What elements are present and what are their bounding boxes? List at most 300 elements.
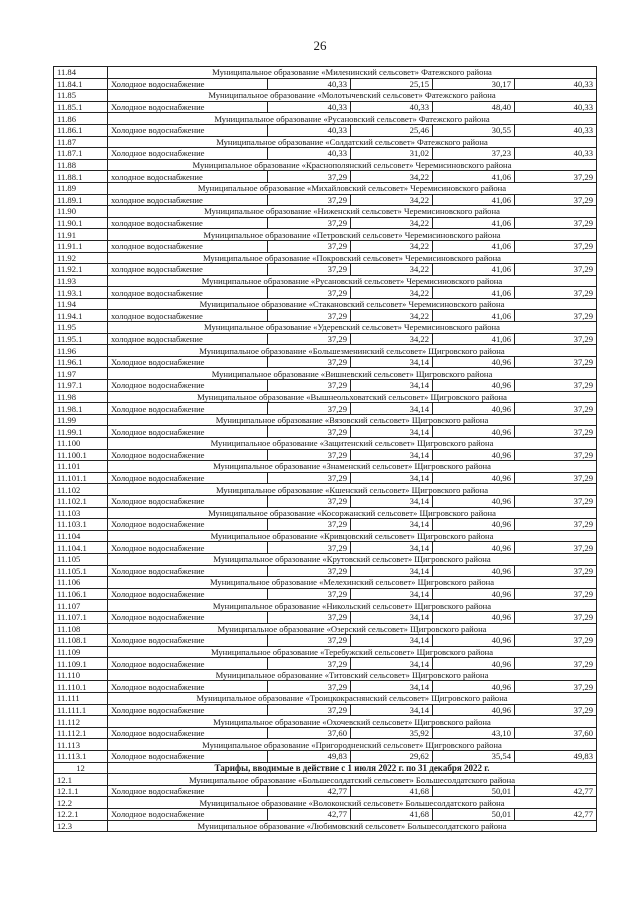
municipality-title: Муниципальное образование «Титовский сельсовет» Щигровского района (108, 669, 597, 681)
row-code: 11.97.1 (54, 380, 108, 392)
tariff-data-row (54, 333, 597, 345)
tariff-value-2: 34,22 (351, 217, 433, 229)
row-code: 11.99 (54, 414, 108, 426)
tariff-value-2: 41,68 (351, 809, 433, 821)
service-label: Холодное водоснабжение (108, 681, 268, 693)
service-label: Холодное водоснабжение (108, 809, 268, 821)
tariff-value-4: 37,29 (515, 240, 597, 252)
tariff-data-row (54, 240, 597, 252)
tariff-value-4: 37,29 (515, 635, 597, 647)
service-label: Холодное водоснабжение (108, 495, 268, 507)
tariff-value-4: 37,29 (515, 264, 597, 276)
tariff-value-4: 42,77 (515, 785, 597, 797)
row-code: 11.87.1 (54, 148, 108, 160)
tariff-value-1: 37,29 (268, 635, 351, 647)
municipality-title: Муниципальное образование «Стакановский сельсовет» Черемисиновского района (108, 298, 597, 310)
municipality-title-row (54, 553, 597, 565)
tariff-value-4: 37,60 (515, 727, 597, 739)
municipality-title-row (54, 438, 597, 450)
tariff-value-1: 37,29 (268, 681, 351, 693)
tariff-data-row (54, 542, 597, 554)
tariff-value-3: 40,96 (433, 704, 515, 716)
tariff-value-3: 41,06 (433, 171, 515, 183)
tariff-value-4: 37,29 (515, 542, 597, 554)
municipality-title: Муниципальное образование «Миленинский сельсовет» Фатежского района (108, 67, 597, 79)
page-number: 26 (313, 38, 327, 53)
tariff-value-1: 42,77 (268, 809, 351, 821)
row-code: 11.92 (54, 252, 108, 264)
row-code: 11.112.1 (54, 727, 108, 739)
tariff-value-3: 37,23 (433, 148, 515, 160)
service-label: Холодное водоснабжение (108, 78, 268, 90)
municipality-title-row (54, 530, 597, 542)
service-label: Холодное водоснабжение (108, 380, 268, 392)
tariff-value-4: 37,29 (515, 380, 597, 392)
service-label: Холодное водоснабжение (108, 124, 268, 136)
service-label: холодное водоснабжение (108, 171, 268, 183)
row-code: 12.2 (54, 797, 108, 809)
tariff-data-row (54, 588, 597, 600)
tariff-value-1: 37,29 (268, 472, 351, 484)
tariff-value-4: 37,29 (515, 194, 597, 206)
municipality-title: Муниципальное образование «Покровский сельсовет» Черемисиновского района (108, 252, 597, 264)
row-code: 11.109 (54, 646, 108, 658)
tariff-value-2: 31,02 (351, 148, 433, 160)
tariff-value-4: 37,29 (515, 611, 597, 623)
row-code: 11.86 (54, 113, 108, 125)
tariff-value-1: 37,29 (268, 542, 351, 554)
tariff-value-1: 37,29 (268, 240, 351, 252)
tariff-value-4: 37,29 (515, 704, 597, 716)
municipality-title: Муниципальное образование «Вишневский сельсовет» Щигровского района (108, 368, 597, 380)
tariff-value-4: 37,29 (515, 403, 597, 415)
service-label: холодное водоснабжение (108, 333, 268, 345)
municipality-title-row (54, 623, 597, 635)
row-code: 11.102.1 (54, 495, 108, 507)
municipality-title-row (54, 90, 597, 102)
tariff-value-2: 34,14 (351, 356, 433, 368)
row-code: 12.1.1 (54, 785, 108, 797)
tariff-data-row (54, 611, 597, 623)
tariff-value-3: 40,96 (433, 519, 515, 531)
row-code: 11.87 (54, 136, 108, 148)
tariff-value-1: 37,60 (268, 727, 351, 739)
municipality-title: Муниципальное образование «Петровский сельсовет» Черемисиновского района (108, 229, 597, 241)
row-code: 11.111 (54, 693, 108, 705)
tariff-data-row (54, 101, 597, 113)
row-code: 11.91.1 (54, 240, 108, 252)
municipality-title-row (54, 159, 597, 171)
tariff-value-2: 41,68 (351, 785, 433, 797)
tariff-data-row (54, 403, 597, 415)
tariff-value-1: 37,29 (268, 519, 351, 531)
tariff-value-1: 37,29 (268, 588, 351, 600)
municipality-title: Муниципальное образование «Удеревский сельсовет» Черемисиновского района (108, 322, 597, 334)
service-label: Холодное водоснабжение (108, 611, 268, 623)
municipality-title: Муниципальное образование «Мелехинский сельсовет» Щигровского района (108, 577, 597, 589)
tariff-value-2: 34,22 (351, 240, 433, 252)
service-label: Холодное водоснабжение (108, 449, 268, 461)
tariff-data-row (54, 310, 597, 322)
tariff-value-3: 41,06 (433, 310, 515, 322)
tariff-value-3: 41,06 (433, 240, 515, 252)
tariff-data-row (54, 217, 597, 229)
tariff-value-3: 40,96 (433, 588, 515, 600)
tariff-value-4: 40,33 (515, 148, 597, 160)
row-code: 11.103.1 (54, 519, 108, 531)
municipality-title: Муниципальное образование «Большесолдатский сельсовет» Большесолдатского района (108, 774, 597, 786)
tariff-data-row (54, 658, 597, 670)
municipality-title-row (54, 345, 597, 357)
tariff-value-1: 37,29 (268, 495, 351, 507)
tariff-value-4: 37,29 (515, 217, 597, 229)
municipality-title: Муниципальное образование «Охочевский сельсовет» Щигровского района (108, 716, 597, 728)
municipality-title: Муниципальное образование «Русановский сельсовет» Фатежского района (108, 113, 597, 125)
row-code: 11.90.1 (54, 217, 108, 229)
municipality-title: Муниципальное образование «Молотычевский сельсовет» Фатежского района (108, 90, 597, 102)
tariff-value-2: 25,46 (351, 124, 433, 136)
tariff-data-row (54, 287, 597, 299)
municipality-title: Муниципальное образование «Краснополянский сельсовет» Черемисиновского района (108, 159, 597, 171)
tariff-value-2: 34,14 (351, 426, 433, 438)
row-code: 11.101.1 (54, 472, 108, 484)
tariff-value-4: 37,29 (515, 333, 597, 345)
tariff-data-row (54, 751, 597, 763)
municipality-title: Муниципальное образование «Михайловский сельсовет» Черемисиновского района (108, 182, 597, 194)
tariff-value-4: 37,29 (515, 495, 597, 507)
municipality-title-row (54, 507, 597, 519)
tariff-value-3: 50,01 (433, 809, 515, 821)
row-code: 11.110 (54, 669, 108, 681)
municipality-title-row (54, 461, 597, 473)
tariff-value-3: 41,06 (433, 287, 515, 299)
tariff-value-4: 37,29 (515, 426, 597, 438)
tariff-value-2: 34,14 (351, 495, 433, 507)
municipality-title-row (54, 669, 597, 681)
section-heading-row (54, 762, 597, 774)
tariff-value-3: 40,96 (433, 681, 515, 693)
service-label: Холодное водоснабжение (108, 704, 268, 716)
row-code: 11.99.1 (54, 426, 108, 438)
tariff-value-3: 40,96 (433, 356, 515, 368)
tariff-value-1: 37,29 (268, 565, 351, 577)
municipality-title: Муниципальное образование «Озерский сельсовет» Щигровского района (108, 623, 597, 635)
tariff-value-1: 37,29 (268, 310, 351, 322)
tariff-value-1: 37,29 (268, 704, 351, 716)
tariff-data-row (54, 565, 597, 577)
tariff-value-1: 37,29 (268, 194, 351, 206)
tariff-value-2: 34,14 (351, 681, 433, 693)
tariff-data-row (54, 380, 597, 392)
tariff-value-4: 37,29 (515, 356, 597, 368)
tariff-value-3: 41,06 (433, 333, 515, 345)
row-code: 11.107 (54, 600, 108, 612)
row-code: 11.108 (54, 623, 108, 635)
service-label: Холодное водоснабжение (108, 356, 268, 368)
municipality-title-row (54, 693, 597, 705)
tariff-data-row (54, 519, 597, 531)
tariff-value-1: 37,29 (268, 658, 351, 670)
tariff-value-3: 40,96 (433, 426, 515, 438)
municipality-title-row (54, 275, 597, 287)
municipality-title-row (54, 646, 597, 658)
municipality-title-row (54, 739, 597, 751)
tariff-value-4: 49,83 (515, 751, 597, 763)
service-label: Холодное водоснабжение (108, 727, 268, 739)
tariff-data-row (54, 472, 597, 484)
row-code: 11.102 (54, 484, 108, 496)
row-code: 11.97 (54, 368, 108, 380)
tariff-value-2: 34,14 (351, 565, 433, 577)
row-code: 11.88.1 (54, 171, 108, 183)
tariff-data-row (54, 449, 597, 461)
tariff-data-row (54, 426, 597, 438)
municipality-title-row (54, 67, 597, 79)
row-code: 11.104.1 (54, 542, 108, 554)
row-code: 11.103 (54, 507, 108, 519)
tariff-data-row (54, 171, 597, 183)
tariff-value-3: 50,01 (433, 785, 515, 797)
row-code: 11.95 (54, 322, 108, 334)
tariff-value-1: 37,29 (268, 449, 351, 461)
row-code: 11.93 (54, 275, 108, 287)
row-code: 11.95.1 (54, 333, 108, 345)
service-label: Холодное водоснабжение (108, 542, 268, 554)
municipality-title-row (54, 298, 597, 310)
tariff-data-row (54, 264, 597, 276)
tariff-value-4: 40,33 (515, 101, 597, 113)
municipality-title: Муниципальное образование «Солдатский сельсовет» Фатежского района (108, 136, 597, 148)
municipality-title: Муниципальное образование «Вязовский сельсовет» Щигровского района (108, 414, 597, 426)
municipality-title-row (54, 206, 597, 218)
tariff-value-2: 34,22 (351, 287, 433, 299)
tariff-value-2: 34,14 (351, 472, 433, 484)
tariff-data-row (54, 495, 597, 507)
row-code: 11.100 (54, 438, 108, 450)
municipality-title-row (54, 414, 597, 426)
tariff-data-row (54, 681, 597, 693)
row-code: 11.110.1 (54, 681, 108, 693)
municipality-title-row (54, 113, 597, 125)
municipality-title: Муниципальное образование «Теребужский сельсовет» Щигровского района (108, 646, 597, 658)
municipality-title-row (54, 820, 597, 832)
tariff-data-row (54, 78, 597, 90)
service-label: Холодное водоснабжение (108, 751, 268, 763)
tariff-value-2: 34,14 (351, 588, 433, 600)
tariff-value-2: 34,14 (351, 658, 433, 670)
municipality-title: Муниципальное образование «Пригородненский сельсовет» Щигровского района (108, 739, 597, 751)
service-label: Холодное водоснабжение (108, 148, 268, 160)
tariff-value-1: 37,29 (268, 264, 351, 276)
row-code: 11.113 (54, 739, 108, 751)
tariff-value-3: 35,54 (433, 751, 515, 763)
tariff-value-4: 37,29 (515, 565, 597, 577)
tariff-value-1: 37,29 (268, 333, 351, 345)
tariff-value-2: 35,92 (351, 727, 433, 739)
row-code: 12 (54, 762, 108, 774)
municipality-title: Муниципальное образование «Любимовский сельсовет» Большесолдатского района (108, 820, 597, 832)
service-label: Холодное водоснабжение (108, 588, 268, 600)
tariff-value-3: 48,40 (433, 101, 515, 113)
tariff-value-2: 34,14 (351, 611, 433, 623)
service-label: холодное водоснабжение (108, 287, 268, 299)
tariff-value-3: 41,06 (433, 217, 515, 229)
tariff-value-1: 37,29 (268, 380, 351, 392)
tariff-value-1: 37,29 (268, 217, 351, 229)
row-code: 11.90 (54, 206, 108, 218)
tariff-value-3: 30,55 (433, 124, 515, 136)
tariff-value-3: 40,96 (433, 565, 515, 577)
tariff-value-3: 40,96 (433, 658, 515, 670)
tariff-value-1: 37,29 (268, 403, 351, 415)
municipality-title: Муниципальное образование «Русановский сельсовет» Черемисиновского района (108, 275, 597, 287)
municipality-title-row (54, 252, 597, 264)
municipality-title-row (54, 391, 597, 403)
tariff-value-2: 25,15 (351, 78, 433, 90)
service-label: холодное водоснабжение (108, 310, 268, 322)
municipality-title: Муниципальное образование «Знаменский сельсовет» Щигровского района (108, 461, 597, 473)
tariff-value-3: 40,96 (433, 472, 515, 484)
service-label: Холодное водоснабжение (108, 519, 268, 531)
tariff-value-3: 43,10 (433, 727, 515, 739)
tariff-value-1: 40,33 (268, 148, 351, 160)
service-label: Холодное водоснабжение (108, 785, 268, 797)
row-code: 11.94 (54, 298, 108, 310)
row-code: 11.107.1 (54, 611, 108, 623)
row-code: 11.91 (54, 229, 108, 241)
service-label: холодное водоснабжение (108, 217, 268, 229)
row-code: 11.106 (54, 577, 108, 589)
tariff-value-3: 40,96 (433, 449, 515, 461)
service-label: холодное водоснабжение (108, 240, 268, 252)
row-code: 11.89.1 (54, 194, 108, 206)
row-code: 11.98 (54, 391, 108, 403)
municipality-title-row (54, 774, 597, 786)
tariff-value-4: 37,29 (515, 287, 597, 299)
municipality-title: Муниципальное образование «Кшенский сельсовет» Щигровского района (108, 484, 597, 496)
tariff-value-2: 29,62 (351, 751, 433, 763)
tariff-value-2: 34,22 (351, 194, 433, 206)
tariff-value-4: 37,29 (515, 472, 597, 484)
row-code: 11.93.1 (54, 287, 108, 299)
tariff-table (53, 66, 597, 832)
tariff-value-2: 34,14 (351, 704, 433, 716)
tariff-value-2: 34,14 (351, 403, 433, 415)
tariff-value-3: 30,17 (433, 78, 515, 90)
municipality-title-row (54, 368, 597, 380)
row-code: 11.92.1 (54, 264, 108, 276)
municipality-title: Муниципальное образование «Крутовский сельсовет» Щигровского района (108, 553, 597, 565)
service-label: Холодное водоснабжение (108, 635, 268, 647)
row-code: 11.108.1 (54, 635, 108, 647)
service-label: Холодное водоснабжение (108, 658, 268, 670)
municipality-title: Муниципальное образование «Большезменинский сельсовет» Щигровского района (108, 345, 597, 357)
municipality-title-row (54, 600, 597, 612)
tariff-value-4: 37,29 (515, 588, 597, 600)
tariff-value-1: 37,29 (268, 356, 351, 368)
row-code: 11.105 (54, 553, 108, 565)
tariff-value-4: 42,77 (515, 809, 597, 821)
row-code: 11.105.1 (54, 565, 108, 577)
tariff-value-2: 34,22 (351, 264, 433, 276)
row-code: 11.88 (54, 159, 108, 171)
tariff-data-row (54, 635, 597, 647)
tariff-value-3: 41,06 (433, 194, 515, 206)
tariff-data-row (54, 356, 597, 368)
municipality-title: Муниципальное образование «Вышнеольховатский сельсовет» Щигровского района (108, 391, 597, 403)
tariff-value-3: 40,96 (433, 380, 515, 392)
municipality-title: Муниципальное образование «Волоконский сельсовет» Большесолдатского района (108, 797, 597, 809)
tariff-value-3: 40,96 (433, 403, 515, 415)
tariff-value-2: 40,33 (351, 101, 433, 113)
row-code: 11.100.1 (54, 449, 108, 461)
municipality-title: Муниципальное образование «Никольский сельсовет» Щигровского района (108, 600, 597, 612)
tariff-value-4: 37,29 (515, 658, 597, 670)
tariff-value-2: 34,14 (351, 380, 433, 392)
tariff-value-1: 40,33 (268, 101, 351, 113)
municipality-title: Муниципальное образование «Кривцовский сельсовет» Щигровского района (108, 530, 597, 542)
municipality-title-row (54, 136, 597, 148)
tariff-value-1: 49,83 (268, 751, 351, 763)
service-label: холодное водоснабжение (108, 194, 268, 206)
tariff-data-row (54, 704, 597, 716)
tariff-value-1: 37,29 (268, 611, 351, 623)
tariff-value-4: 37,29 (515, 449, 597, 461)
tariff-value-2: 34,14 (351, 519, 433, 531)
tariff-value-4: 37,29 (515, 681, 597, 693)
tariff-value-3: 40,96 (433, 635, 515, 647)
tariff-value-2: 34,22 (351, 171, 433, 183)
row-code: 11.85.1 (54, 101, 108, 113)
tariff-data-row (54, 785, 597, 797)
tariff-data-row (54, 124, 597, 136)
tariff-value-2: 34,14 (351, 635, 433, 647)
tariff-table-body (54, 67, 597, 832)
row-code: 11.84 (54, 67, 108, 79)
municipality-title-row (54, 229, 597, 241)
row-code: 12.1 (54, 774, 108, 786)
tariff-value-4: 37,29 (515, 310, 597, 322)
municipality-title-row (54, 577, 597, 589)
tariff-value-4: 40,33 (515, 124, 597, 136)
row-code: 11.112 (54, 716, 108, 728)
row-code: 11.101 (54, 461, 108, 473)
service-label: Холодное водоснабжение (108, 426, 268, 438)
tariff-data-row (54, 727, 597, 739)
tariff-value-3: 40,96 (433, 495, 515, 507)
row-code: 11.85 (54, 90, 108, 102)
tariff-value-4: 37,29 (515, 171, 597, 183)
row-code: 11.104 (54, 530, 108, 542)
tariff-value-2: 34,22 (351, 310, 433, 322)
tariff-value-3: 41,06 (433, 264, 515, 276)
row-code: 11.106.1 (54, 588, 108, 600)
tariff-value-1: 42,77 (268, 785, 351, 797)
section-heading: Тарифы, вводимые в действие с 1 июля 2022 г. по 31 декабря 2022 г. (108, 762, 597, 774)
service-label: Холодное водоснабжение (108, 565, 268, 577)
municipality-title-row (54, 484, 597, 496)
row-code: 11.96.1 (54, 356, 108, 368)
municipality-title: Муниципальное образование «Косоржанский сельсовет» Щигровского района (108, 507, 597, 519)
municipality-title: Муниципальное образование «Защитенский сельсовет» Щигровского района (108, 438, 597, 450)
tariff-value-4: 37,29 (515, 519, 597, 531)
row-code: 11.96 (54, 345, 108, 357)
tariff-value-2: 34,14 (351, 542, 433, 554)
tariff-value-1: 40,33 (268, 124, 351, 136)
tariff-value-1: 37,29 (268, 426, 351, 438)
service-label: Холодное водоснабжение (108, 472, 268, 484)
service-label: Холодное водоснабжение (108, 403, 268, 415)
